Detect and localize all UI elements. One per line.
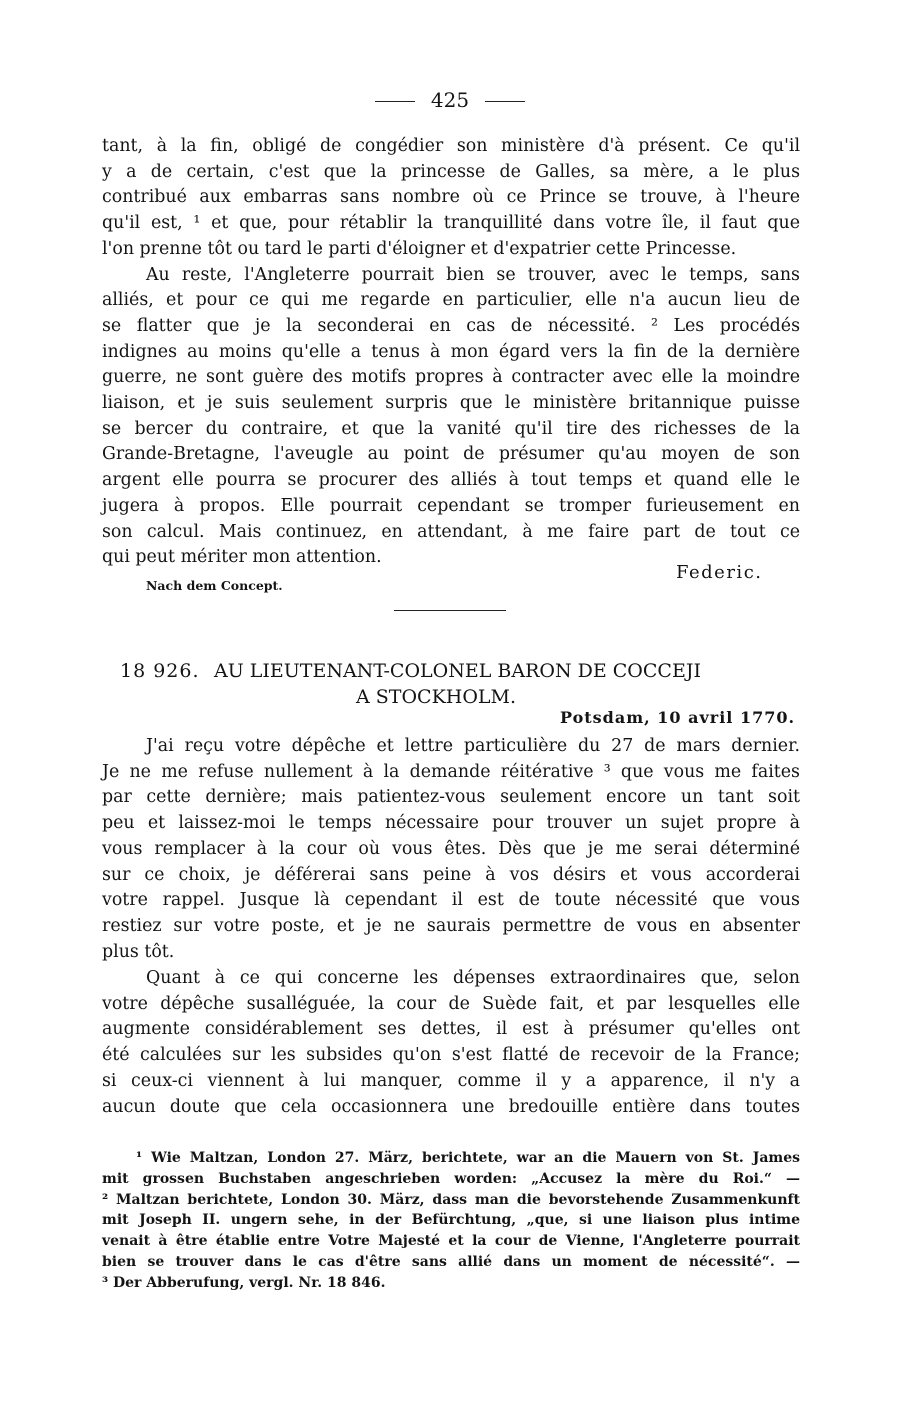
text-line: argent elle pourra se procurer des alliés à tout temps et quand elle le <box>102 470 800 491</box>
page-number-dash-left <box>375 101 415 102</box>
footnote-line: mit grossen Buchstaben angeschrieben worden: „Accusez la mère du Roi.“ — <box>102 1170 800 1187</box>
text-line: se bercer du contraire, et que la vanité qu'il tire des richesses de la <box>102 418 800 439</box>
text-line: J'ai reçu votre dépêche et lettre particulière du 27 de mars dernier. <box>146 736 800 756</box>
text-line: tant, à la fin, obligé de congédier son ministère d'à présent. Ce qu'il <box>102 136 800 156</box>
text-line: guerre, ne sont guère des motifs propres à contracter avec elle la moindre <box>102 367 800 388</box>
letter1-paragraph2 <box>102 263 800 571</box>
text-line: été calculées sur les subsides qu'on s'est flatté de recevoir de la France; <box>102 1045 800 1066</box>
page-number-text: 425 <box>430 88 470 112</box>
text-line: restiez sur votre poste, et je ne saurais permettre de vous en absenter <box>102 915 800 936</box>
text-line: alliés, et pour ce qui me regarde en particulier, elle n'a aucun lieu de <box>102 290 800 311</box>
page-number <box>0 86 900 114</box>
text-line: Je ne me refuse nullement à la demande réitérative ³ que vous me faites <box>102 761 800 782</box>
text-line: peu et laissez-moi le temps nécessaire pour trouver un sujet propre à <box>102 813 800 834</box>
signature: Federic. <box>676 562 763 583</box>
text-line: son calcul. Mais continuez, en attendant, à me faire part de tout ce <box>102 521 800 542</box>
letter2-paragraph2 <box>102 966 800 1120</box>
text-line: l'on prenne tôt ou tard le parti d'éloigner et d'expatrier cette Princesse. <box>102 238 737 259</box>
letter-heading <box>120 658 800 708</box>
text-line: votre dépêche susalléguée, la cour de Suède fait, et par lesquelles elle <box>102 993 800 1014</box>
text-line: liaison, et je suis seulement surpris que le ministère britannique puisse <box>102 393 800 414</box>
source-note: Nach dem Concept. <box>146 578 283 593</box>
letter1-paragraph1 <box>102 134 800 263</box>
letter2-paragraph1 <box>102 734 800 965</box>
text-line: sur ce choix, je déférerai sans peine à vos désirs et vous accorderai <box>102 864 800 885</box>
text-line: qui peut mériter mon attention. <box>102 547 382 568</box>
text-line: aucun doute que cela occasionnera une bredouille entière dans toutes <box>102 1096 800 1117</box>
footnote-line: ³ Der Abberufung, vergl. Nr. 18 846. <box>102 1274 386 1291</box>
page-number-dash-right <box>485 101 525 102</box>
text-line: Quant à ce qui concerne les dépenses extraordinaires que, selon <box>146 968 800 988</box>
text-line: augmente considérablement ses dettes, il est à présumer qu'elles ont <box>102 1019 800 1040</box>
section-separator <box>394 610 506 611</box>
text-line: si ceux-ci viennent à lui manquer, comme il y a apparence, il n'y a <box>102 1070 800 1091</box>
text-line: indignes au moins qu'elle a tenus à mon égard vers la fin de la dernière <box>102 341 800 362</box>
footnotes <box>102 1148 800 1294</box>
footnote-line: ² Maltzan berichtete, London 30. März, dass man die bevorstehende Zusammenkunft <box>102 1191 800 1208</box>
text-line: se flatter que je la seconderai en cas de nécessité. ² Les procédés <box>102 315 800 336</box>
text-line: votre rappel. Jusque là cependant il est de toute nécessité que vous <box>102 890 800 911</box>
text-line: Grande-Bretagne, l'aveugle au point de présumer qu'au moyen de son <box>102 444 800 465</box>
footnote-line: ¹ Wie Maltzan, London 27. März, berichtete, war an die Mauern von St. James <box>136 1150 800 1166</box>
text-line: par cette dernière; mais patientez-vous seulement encore un tant soit <box>102 787 800 808</box>
addressee-line1: AU LIEUTENANT-COLONEL BARON DE COCCEJI <box>214 660 701 682</box>
text-line: plus tôt. <box>102 941 175 962</box>
text-line: Au reste, l'Angleterre pourrait bien se trouver, avec le temps, sans <box>146 264 800 285</box>
text-line: contribué aux embarras sans nombre où ce Prince se trouve, à l'heure <box>102 187 800 208</box>
footnote-line: mit Joseph II. ungern sehe, in der Befürchtung, „que, si une liaison plus intime <box>102 1212 800 1229</box>
text-line: jugera à propos. Elle pourrait cependant se tromper furieusement en <box>102 495 800 516</box>
letter-number: 18 926. <box>120 660 200 682</box>
text-line: y a de certain, c'est que la princesse de Galles, sa mère, a le plus <box>102 161 800 182</box>
text-line: vous remplacer à la cour où vous êtes. Dès que je me serai déterminé <box>102 838 800 859</box>
footnote-line: bien se trouver dans le cas d'être sans allié dans un moment de nécessité“. — <box>102 1253 800 1270</box>
footnote-line: venait à être établie entre Votre Majesté et la cour de Vienne, l'Angleterre pourrait <box>102 1233 800 1250</box>
text-line: qu'il est, ¹ et que, pour rétablir la tranquillité dans votre île, il faut que <box>102 213 800 234</box>
addressee-line2: A STOCKHOLM. <box>356 686 517 708</box>
dateline: Potsdam, 10 avril 1770. <box>560 708 796 727</box>
